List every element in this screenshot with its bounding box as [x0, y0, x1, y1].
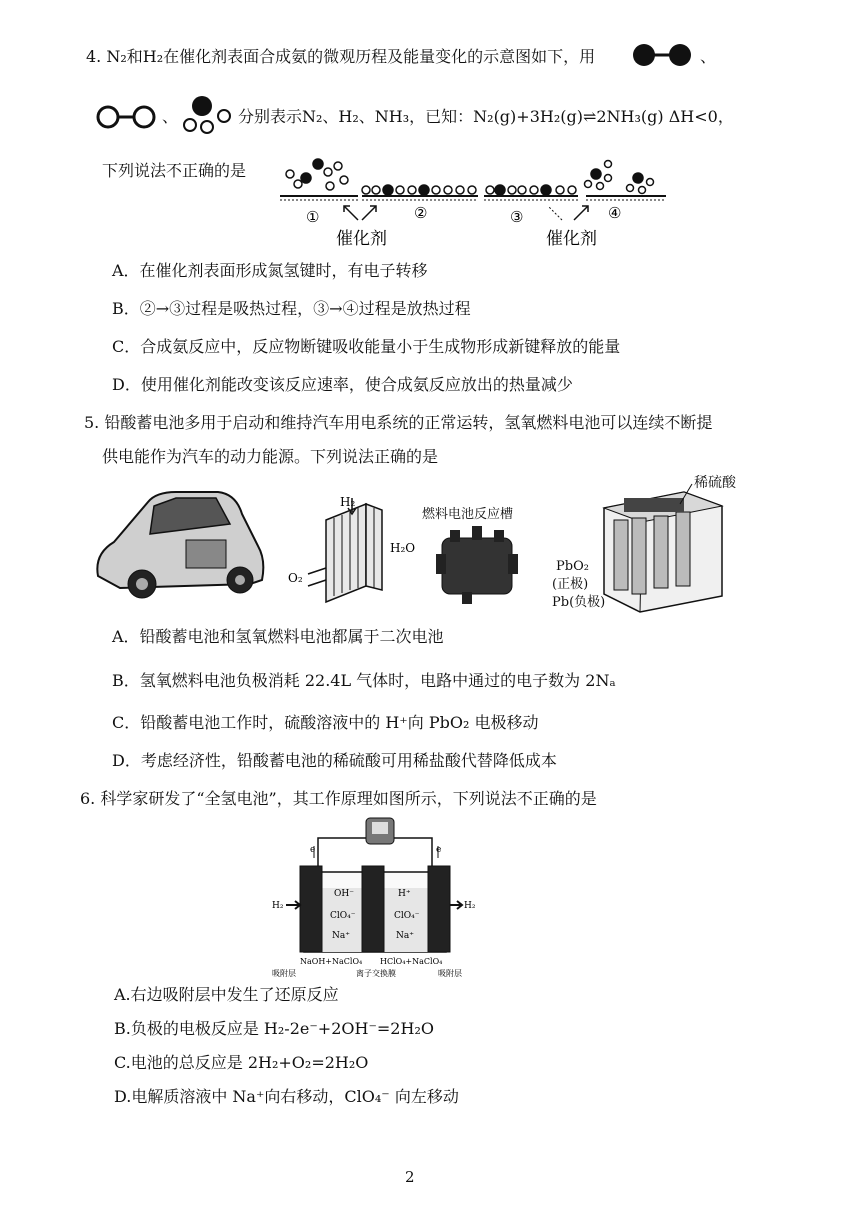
left-adsorption-electrode [300, 866, 322, 952]
catalyst-surface-3 [484, 196, 578, 200]
stage2-atoms [362, 185, 476, 195]
q5-stem-line2: 供电能作为汽车的动力能源。下列说法正确的是 [102, 447, 439, 466]
stage-label-4: ④ [608, 204, 622, 222]
stage-label-2: ② [414, 204, 428, 222]
page-number: 2 [405, 1168, 415, 1186]
stage3-atoms [486, 185, 576, 195]
q5-option-b: B．氢氧燃料电池负极消耗 22.4L 气体时，电路中通过的电子数为 2Nₐ [112, 671, 616, 690]
catalyst-process-diagram [278, 152, 668, 252]
q4-intro-line [86, 46, 595, 68]
stage4-molecules [585, 161, 654, 194]
h2-in-label: H₂ [272, 901, 284, 911]
stage-label-3: ③ [510, 208, 524, 226]
n2-molecule-icon [632, 42, 692, 68]
catalyst-surface-4 [586, 196, 666, 200]
all-hydrogen-battery-diagram [270, 812, 480, 980]
right-ion-clo4: ClO₄⁻ [394, 911, 420, 921]
pbo2-label: PbO₂ [556, 559, 589, 574]
left-ion-na: Na⁺ [332, 931, 350, 941]
right-adsorption-electrode [428, 866, 450, 952]
ion-exchange-membrane [362, 866, 384, 952]
stage1-molecules [286, 159, 348, 190]
q4-option-c: C．合成氨反应中，反应物断键吸收能量小于生成物形成新键释放的能量 [112, 337, 621, 356]
left-ion-oh: OH⁻ [334, 889, 354, 899]
right-ion-h: H⁺ [398, 889, 411, 899]
left-ion-clo4: ClO₄⁻ [330, 911, 356, 921]
q5-line1 [84, 412, 712, 434]
positive-electrode-label: (正极) [552, 577, 589, 592]
stage-label-1: ① [306, 208, 320, 226]
left-layer-label: 吸附层 [272, 969, 296, 978]
q6-stem-line [80, 788, 597, 810]
car-illustration [90, 484, 270, 604]
bulb-icon [366, 818, 394, 844]
right-layer-label: 吸附层 [438, 969, 462, 978]
left-solution-label: NaOH+NaClO₄ [300, 957, 363, 966]
q5-option-a: A．铅酸蓄电池和氢氧燃料电池都属于二次电池 [112, 627, 444, 646]
electron-right-label: e [436, 845, 442, 855]
q4-sep1: 、 [700, 47, 717, 66]
q6-option-c: C.电池的总反应是 2H₂+O₂=2H₂O [114, 1053, 369, 1072]
q4-number: 4. [86, 47, 102, 66]
catalyst-surface-2 [362, 196, 478, 200]
stack-o2-label: O₂ [288, 571, 303, 585]
q6-stem: 科学家研发了“全氢电池”，其工作原理如图所示，下列说法不正确的是 [100, 789, 597, 808]
q4-intro: N₂和H₂在催化剂表面合成氨的微观历程及能量变化的示意图如下，用 [106, 47, 596, 66]
q4-sep2: 、 [162, 107, 179, 126]
fuel-cell-reactor-image [432, 524, 522, 606]
q6-number: 6. [80, 789, 96, 808]
right-solution-label: HClO₄+NaClO₄ [380, 957, 443, 966]
stack-h2-label: H₂ [340, 495, 356, 509]
q6-option-a: A.右边吸附层中发生了还原反应 [114, 985, 339, 1004]
h2-out-label: H₂ [464, 901, 476, 911]
q5-option-c: C．铅酸蓄电池工作时，硫酸溶液中的 H⁺向 PbO₂ 电极移动 [112, 713, 539, 732]
q4-prompt: 下列说法不正确的是 [102, 161, 247, 180]
q4-option-b: B．②→③过程是吸热过程，③→④过程是放热过程 [112, 299, 471, 318]
q4-option-d: D．使用催化剂能改变该反应速率，使合成氨反应放出的热量减少 [112, 375, 573, 394]
q5-option-d: D．考虑经济性，铅酸蓄电池的稀硫酸可用稀盐酸代替降低成本 [112, 751, 557, 770]
stack-h2o-label: H₂O [390, 541, 416, 555]
fuel-cell-stack-diagram [286, 490, 426, 610]
h2-molecule-icon [95, 104, 157, 130]
lead-acid-battery-diagram [584, 478, 734, 618]
electron-left-label: e [310, 845, 316, 855]
q5-stem-line1: 铅酸蓄电池多用于启动和维持汽车用电系统的正常运转，氢氧燃料电池可以连续不断提 [104, 413, 713, 432]
q5-number: 5. [84, 413, 100, 432]
negative-electrode-label: Pb(负极) [552, 595, 606, 610]
reactor-label: 燃料电池反应槽 [422, 507, 514, 522]
right-ion-na: Na⁺ [396, 931, 414, 941]
q6-option-d: D.电解质溶液中 Na⁺向右移动，ClO₄⁻ 向左移动 [114, 1087, 459, 1106]
q4-legend-text: 分别表示N₂、H₂、NH₃，已知：N₂(g)+3H₂(g)⇌2NH₃(g) ΔH<0， [238, 107, 734, 126]
nh3-molecule-icon [182, 94, 236, 136]
catalyst-surface-1 [280, 196, 358, 200]
q4-option-a: A．在催化剂表面形成氮氢键时，有电子转移 [112, 261, 428, 280]
catalyst-label-right: 催化剂 [546, 229, 597, 249]
q6-option-b: B.负极的电极反应是 H₂-2e⁻+2OH⁻=2H₂O [114, 1019, 434, 1038]
acid-label: 稀硫酸 [694, 475, 736, 491]
catalyst-label-left: 催化剂 [336, 229, 387, 249]
membrane-label: 离子交换膜 [356, 969, 396, 978]
